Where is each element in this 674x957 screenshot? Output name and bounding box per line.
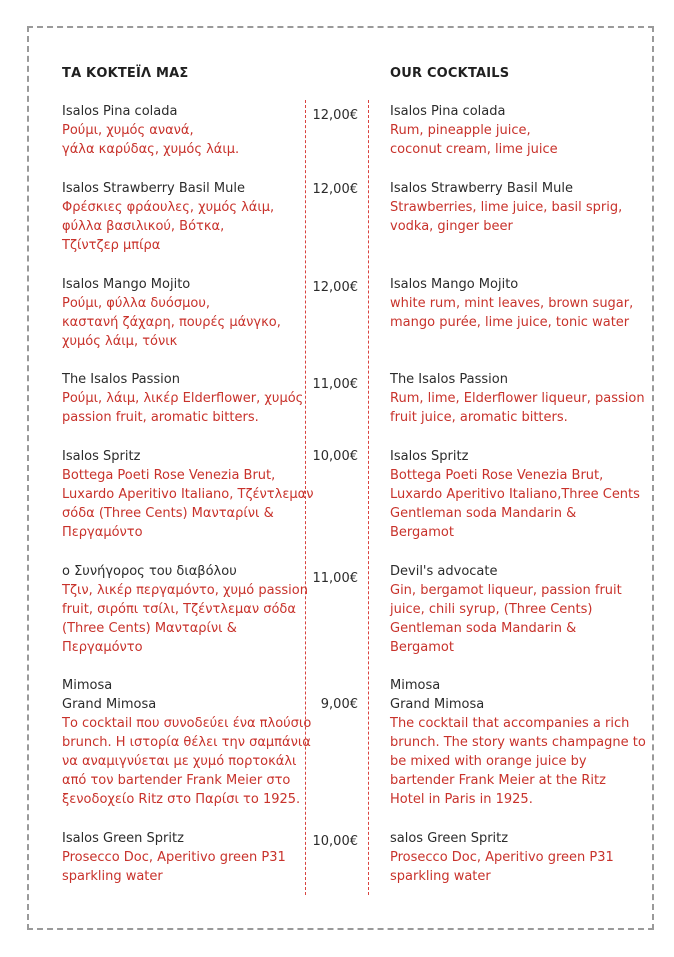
- cocktail-description: Τζιν, λικέρ περγαμόντο, χυμό passion: [62, 583, 308, 598]
- cocktail-description: Περγαμόντο: [62, 640, 143, 655]
- cocktail-description: The cocktail that accompanies a rich: [390, 716, 630, 731]
- cocktail-description: Περγαμόντο: [62, 525, 143, 540]
- menu-item-greek: [62, 447, 313, 542]
- cocktail-name: Mimosa: [62, 678, 113, 693]
- menu-item-greek: [62, 676, 311, 809]
- cocktail-description: passion fruit, aromatic bitters.: [62, 410, 259, 425]
- cocktail-price: 12,00€: [312, 182, 358, 197]
- cocktail-description: σόδα (Three Cents) Μανταρίνι &: [62, 506, 274, 521]
- cocktail-description: φύλλα βασιλικού, Βότκα,: [62, 219, 225, 234]
- menu-item-english: [390, 275, 633, 332]
- english-heading: OUR COCKTAILS: [390, 66, 510, 81]
- cocktail-description: γάλα καρύδας, χυμός λάιμ.: [62, 142, 240, 157]
- cocktail-description: Bergamot: [390, 640, 454, 655]
- menu-item-greek: [62, 562, 308, 657]
- cocktail-name: Isalos Spritz: [62, 449, 141, 464]
- cocktail-price: 11,00€: [312, 571, 358, 586]
- cocktail-price: 9,00€: [320, 697, 358, 712]
- cocktail-name: Isalos Spritz: [390, 449, 469, 464]
- cocktail-description: juice, chili syrup, (Three Cents): [390, 602, 593, 617]
- cocktail-description: Prosecco Doc, Aperitivo green P31: [62, 850, 286, 865]
- cocktail-price: 10,00€: [312, 834, 358, 849]
- cocktail-name: Isalos Strawberry Basil Mule: [390, 181, 573, 196]
- cocktail-description: Gentleman soda Mandarin &: [390, 621, 577, 636]
- cocktail-description: fruit, σιρόπι τσίλι, Τζέντλεμαν σόδα: [62, 602, 296, 617]
- cocktail-description: Bottega Poeti Rose Venezia Brut,: [62, 468, 276, 483]
- cocktail-description: bartender Frank Meier at the Ritz: [390, 773, 606, 788]
- right-dashed-divider: [368, 100, 369, 895]
- cocktail-description: καστανή ζάχαρη, πουρές μάνγκο,: [62, 315, 281, 330]
- menu-item-greek: [62, 102, 239, 159]
- cocktail-name: The Isalos Passion: [62, 372, 180, 387]
- cocktail-name: The Isalos Passion: [390, 372, 508, 387]
- cocktail-price: 11,00€: [312, 377, 358, 392]
- cocktail-description: Luxardo Aperitivo Italiano,Three Cents: [390, 487, 640, 502]
- cocktail-name: Devil's advocate: [390, 564, 498, 579]
- cocktail-description: sparkling water: [62, 869, 163, 884]
- cocktail-description: Luxardo Aperitivo Italiano, Τζέντλεμαν: [62, 487, 314, 502]
- cocktail-description: coconut cream, lime juice: [390, 142, 558, 157]
- cocktail-name: Grand Mimosa: [390, 697, 485, 712]
- greek-heading: ΤΑ ΚΟΚΤΕΪΛ ΜΑΣ: [62, 66, 189, 81]
- cocktail-description: be mixed with orange juice by: [390, 754, 587, 769]
- menu-item-english: [390, 370, 645, 427]
- cocktail-description: Ρούμι, χυμός ανανά,: [62, 123, 194, 138]
- cocktail-name: Grand Mimosa: [62, 697, 157, 712]
- cocktail-name: Isalos Mango Mojito: [390, 277, 519, 292]
- cocktail-description: white rum, mint leaves, brown sugar,: [390, 296, 634, 311]
- menu-item-english: [390, 562, 622, 657]
- cocktail-description: Hotel in Paris in 1925.: [390, 792, 533, 807]
- menu-item-english: [390, 829, 614, 886]
- cocktail-description: να αναμιγνύεται με χυμό πορτοκάλι: [62, 754, 297, 769]
- cocktail-description: Bergamot: [390, 525, 454, 540]
- menu-item-english: [390, 179, 622, 236]
- menu-item-greek: [62, 829, 286, 886]
- cocktail-name: Isalos Strawberry Basil Mule: [62, 181, 245, 196]
- cocktail-description: Ρούμι, λάιμ, λικέρ Elderflower, χυμός: [62, 391, 304, 406]
- cocktail-description: (Three Cents) Μανταρίνι &: [62, 621, 237, 636]
- cocktail-description: Strawberries, lime juice, basil sprig,: [390, 200, 623, 215]
- cocktail-description: sparkling water: [390, 869, 491, 884]
- cocktail-description: Ρούμι, φύλλα δυόσμου,: [62, 296, 210, 311]
- cocktail-name: Isalos Pina colada: [390, 104, 506, 119]
- menu-item-english: [390, 102, 558, 159]
- cocktail-description: Gin, bergamot liqueur, passion fruit: [390, 583, 622, 598]
- cocktail-description: brunch. Η ιστορία θέλει την σαμπάνια: [62, 735, 311, 750]
- menu-item-greek: [62, 275, 281, 351]
- cocktail-name: Isalos Green Spritz: [62, 831, 184, 846]
- cocktail-name: Mimosa: [390, 678, 441, 693]
- cocktail-description: ξενοδοχείο Ritz στο Παρίσι το 1925.: [62, 792, 301, 807]
- cocktail-price: 12,00€: [312, 280, 358, 295]
- cocktail-price: 12,00€: [312, 108, 358, 123]
- cocktail-description: χυμός λάιμ, τόνικ: [62, 334, 178, 349]
- cocktail-description: fruit juice, aromatic bitters.: [390, 410, 568, 425]
- cocktail-description: Το cocktail που συνοδεύει ένα πλούσιο: [62, 716, 312, 731]
- cocktail-name: Isalos Mango Mojito: [62, 277, 191, 292]
- menu-item-greek: [62, 370, 303, 427]
- cocktail-description: mango purée, lime juice, tonic water: [390, 315, 630, 330]
- cocktail-price: 10,00€: [312, 449, 358, 464]
- menu-item-english: [390, 676, 646, 809]
- cocktail-description: Bottega Poeti Rose Venezia Brut,: [390, 468, 604, 483]
- cocktail-description: vodka, ginger beer: [390, 219, 513, 234]
- menu-item-greek: [62, 179, 274, 255]
- cocktail-description: brunch. The story wants champagne to: [390, 735, 646, 750]
- cocktail-description: Rum, lime, Elderflower liqueur, passion: [390, 391, 645, 406]
- cocktail-description: Gentleman soda Mandarin &: [390, 506, 577, 521]
- menu-item-english: [390, 447, 640, 542]
- cocktail-description: από τον bartender Frank Meier στο: [62, 773, 291, 788]
- cocktail-description: Τζίντζερ μπίρα: [62, 238, 161, 253]
- cocktail-name: ο Συνήγορος του διαβόλου: [62, 564, 237, 579]
- cocktail-name: salos Green Spritz: [390, 831, 509, 846]
- cocktail-description: Φρέσκιες φράουλες, χυμός λάιμ,: [62, 200, 275, 215]
- cocktail-name: Isalos Pina colada: [62, 104, 178, 119]
- cocktail-description: Rum, pineapple juice,: [390, 123, 531, 138]
- cocktail-description: Prosecco Doc, Aperitivo green P31: [390, 850, 614, 865]
